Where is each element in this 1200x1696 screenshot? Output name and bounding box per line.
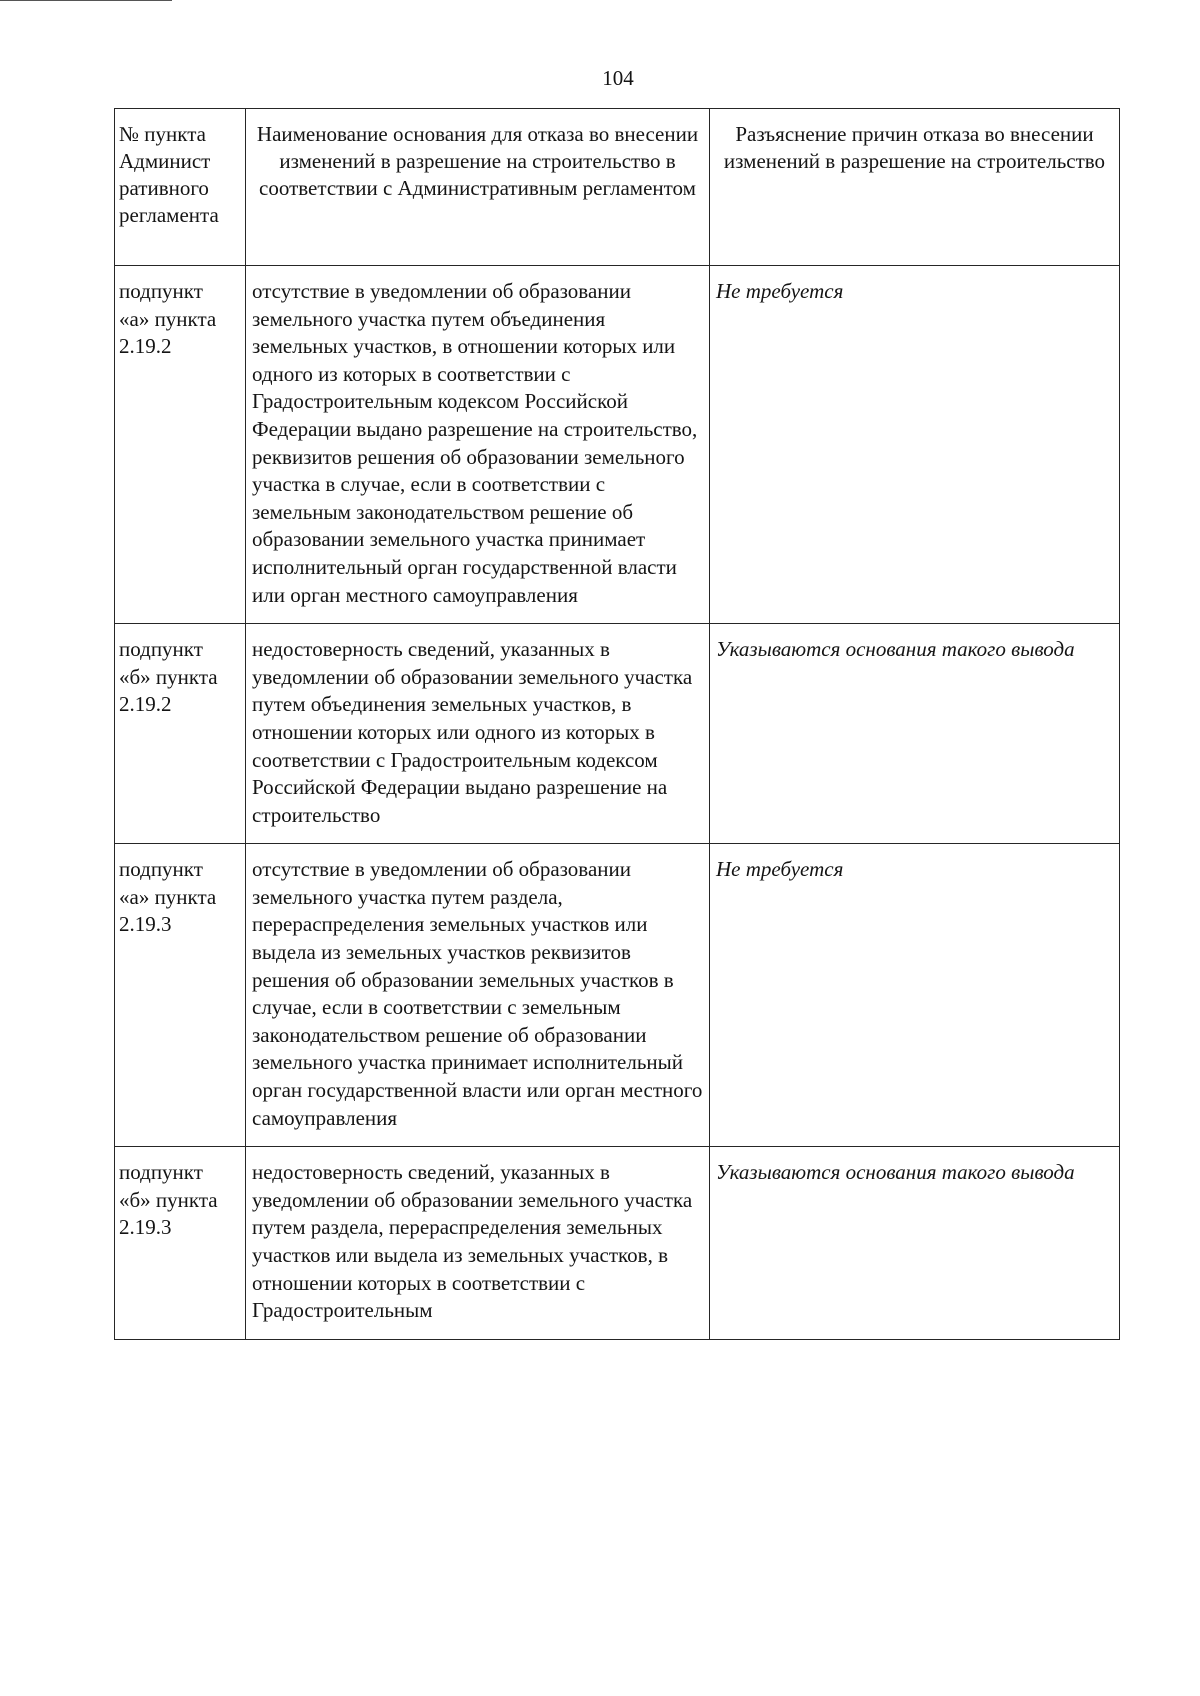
header-refusal-ground: Наименование основания для отказа во внесении изменений в разрешение на строительство в соответствии с Административным регламентом [246, 109, 710, 266]
header-clause-number: № пункта Админист ративного регламента [115, 109, 246, 266]
clause-number-cell: подпункт «б» пункта 2.19.2 [115, 624, 246, 844]
table-row [115, 1147, 1120, 1340]
header-refusal-explanation: Разъяснение причин отказа во внесении изменений в разрешение на строительство [710, 109, 1120, 266]
table-row [115, 844, 1120, 1147]
refusal-ground-cell: отсутствие в уведомлении об образовании земельного участка путем объединения земельных участков, в отношении которых или одного из которых в соответствии с Градостроительным кодексом Российской Федерации выдано разрешение на строительство, реквизитов решения об образовании земельного участка в случае, если в соответствии с земельным законодательством решение об образовании земельного участка принимает исполнительный орган государственной власти или орган местного самоуправления [246, 266, 710, 624]
page-number: 104 [602, 66, 634, 90]
refusal-grounds-table [114, 108, 1120, 1340]
table-header-row [115, 109, 1120, 266]
clause-number-cell: подпункт «б» пункта 2.19.3 [115, 1147, 246, 1340]
refusal-ground-cell: недостоверность сведений, указанных в уведомлении об образовании земельного участка путем раздела, перераспределения земельных участков или выдела из земельных участков, в отношении которых в соответствии с Градостроительным [246, 1147, 710, 1340]
scan-edge-line [0, 0, 172, 1]
refusal-explanation-cell: Не требуется [710, 844, 1120, 1147]
refusal-ground-cell: недостоверность сведений, указанных в уведомлении об образовании земельного участка путем объединения земельных участков, в отношении которых или одного из которых в соответствии с Градостроительным кодексом Российской Федерации выдано разрешение на строительство [246, 624, 710, 844]
refusal-ground-cell: отсутствие в уведомлении об образовании земельного участка путем раздела, перераспределения земельных участков или выдела из земельных участков реквизитов решения об образовании земельных участков в случае, если в соответствии с земельным законодательством решение об образовании земельного участка принимает исполнительный орган государственной власти или орган местного самоуправления [246, 844, 710, 1147]
clause-number-cell: подпункт «а» пункта 2.19.3 [115, 844, 246, 1147]
clause-number-cell: подпункт «а» пункта 2.19.2 [115, 266, 246, 624]
refusal-explanation-cell: Не требуется [710, 266, 1120, 624]
table-row [115, 624, 1120, 844]
refusal-explanation-cell: Указываются основания такого вывода [710, 1147, 1120, 1340]
refusal-explanation-cell: Указываются основания такого вывода [710, 624, 1120, 844]
table-row [115, 266, 1120, 624]
